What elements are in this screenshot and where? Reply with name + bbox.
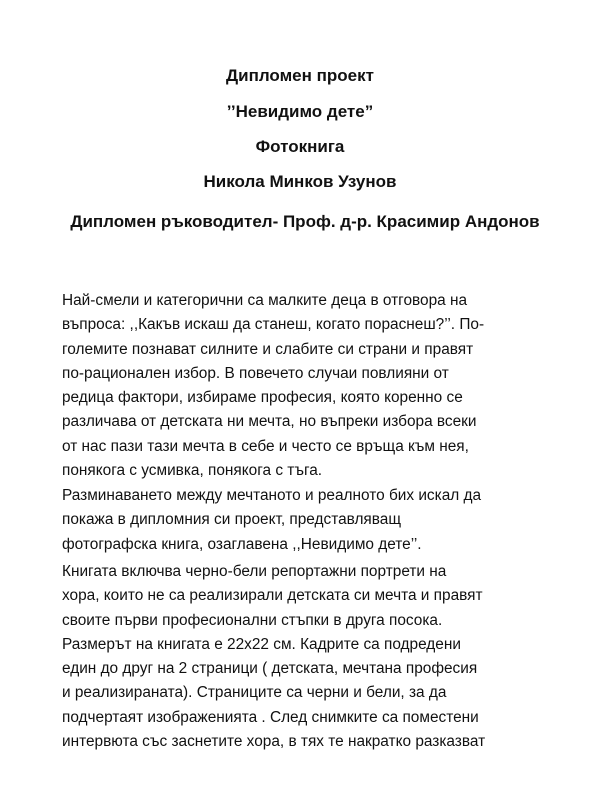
text-line: въпроса: ,,Какъв искаш да станеш, когато пораснеш?’’. По-: [62, 316, 485, 334]
paragraph-1: [62, 289, 562, 483]
text-line: по-рационален избор. В повечето случаи повлияни от: [62, 364, 449, 382]
supervisor-heading: Дипломен ръководител- Проф. д-р. Красимир Андонов: [70, 212, 540, 231]
paragraph-2: [62, 484, 562, 557]
text-line: понякога с усмивка, понякога с тъга.: [62, 462, 323, 480]
project-title-heading: ’’Невидимо дете”: [226, 102, 374, 121]
text-line: от нас пази тази мечта в себе и често се връща към нея,: [62, 437, 469, 455]
text-line: Най-смели и категорични са малките деца в отговора на: [62, 292, 468, 309]
text-line: своите първи професионални стъпки в друга посока.: [62, 611, 443, 629]
document-type-heading: Дипломен проект: [226, 66, 374, 85]
project-format-heading: Фотокнига: [255, 137, 345, 156]
text-line: покажа в дипломния си проект, представляващ: [62, 511, 401, 529]
text-line: фотографска книга, озаглавена ,,Невидимо дете’’.: [62, 535, 422, 553]
text-line: големите познават силните и слабите си страни и правят: [62, 340, 474, 358]
text-line: Разминаването между мечтаното и реалното бих искал да: [62, 487, 482, 504]
text-line: различава от детската ни мечта, но въпреки избора всеки: [62, 413, 477, 431]
text-line: интервюта със заснетите хора, в тях те накратко разказват: [62, 733, 486, 751]
author-name-heading: Никола Минков Узунов: [203, 172, 397, 191]
text-line: Размерът на книгата е 22х22 см. Кадрите са подредени: [62, 635, 461, 653]
text-line: хора, които не са реализирали детската си мечта и правят: [62, 587, 483, 605]
text-line: подчертаят изображенията . След снимките са поместени: [62, 708, 479, 726]
text-line: един до друг на 2 страници ( детската, мечтана професия: [62, 660, 478, 678]
text-line: и реализираната). Страниците са черни и бели, за да: [62, 684, 447, 702]
paragraph-3: [62, 560, 562, 754]
text-line: Книгата включва черно-бели репортажни портрети на: [62, 563, 447, 580]
text-line: редица фактори, избираме професия, която коренно се: [62, 389, 463, 407]
